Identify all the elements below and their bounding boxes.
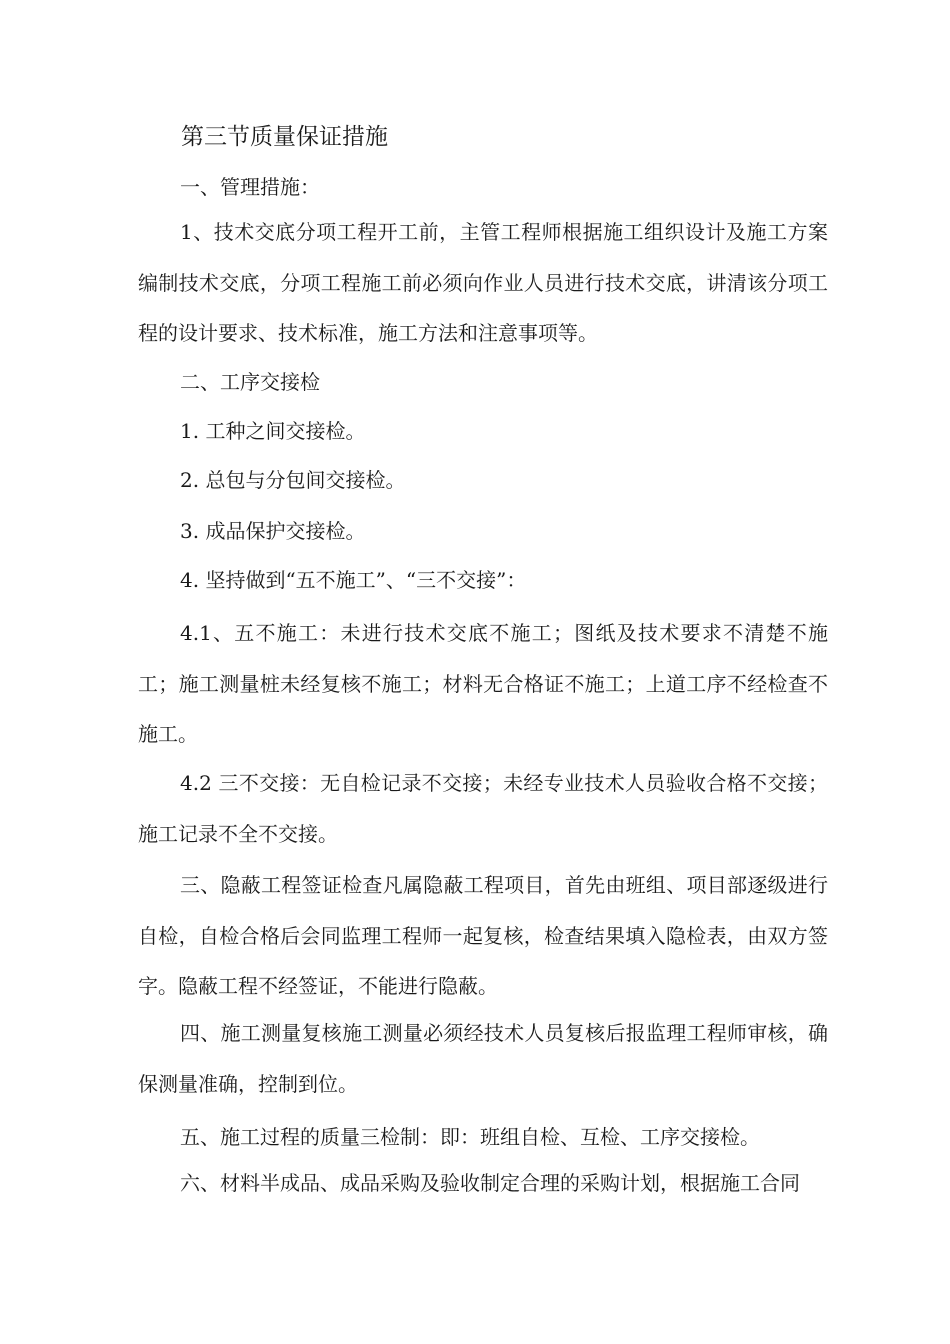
paragraph-material-procurement: 六、材料半成品、成品采购及验收制定合理的采购计划，根据施工合同 bbox=[180, 1171, 800, 1195]
section-title: 第三节质量保证措施 bbox=[181, 124, 388, 150]
paragraph-process-handover: 二、工序交接检 bbox=[180, 370, 320, 394]
paragraph-concealed-works: 三、隐蔽工程签证检查凡属隐蔽工程项目，首先由班组、项目部逐级进行自检，自检合格后会同监理工程师一起复核，检查结果填入隐检表，由双方签字。隐蔽工程不经签证，不能进行隐蔽。 bbox=[138, 873, 828, 998]
paragraph-three-inspections: 五、施工过程的质量三检制：即：班组自检、互检、工序交接检。 bbox=[180, 1125, 760, 1149]
paragraph-survey-review: 四、施工测量复核施工测量必须经技术人员复核后报监理工程师审核，确保测量准确，控制到位。 bbox=[138, 1021, 828, 1096]
paragraph-five-no-construction: 4.1、五不施工：未进行技术交底不施工；图纸及技术要求不清楚不施工；施工测量桩未经复核不施工；材料无合格证不施工；上道工序不经检查不施工。 bbox=[138, 621, 828, 746]
paragraph-management-measures: 一、管理措施： bbox=[180, 175, 320, 199]
paragraph-technical-briefing: 1、技术交底分项工程开工前，主管工程师根据施工组织设计及施工方案编制技术交底，分项工程施工前必须向作业人员进行技术交底，讲清该分项工程的设计要求、技术标准，施工方法和注意事项等。 bbox=[138, 220, 828, 345]
paragraph-item-1: 1. 工种之间交接检。 bbox=[180, 419, 366, 443]
paragraph-item-3: 3. 成品保护交接检。 bbox=[180, 519, 366, 543]
paragraph-item-2: 2. 总包与分包间交接检。 bbox=[180, 468, 406, 492]
paragraph-item-4: 4. 坚持做到“五不施工”、“三不交接”： bbox=[180, 568, 527, 592]
paragraph-three-no-handover: 4.2 三不交接：无自检记录不交接；未经专业技术人员验收合格不交接；施工记录不全不交接。 bbox=[138, 771, 828, 846]
